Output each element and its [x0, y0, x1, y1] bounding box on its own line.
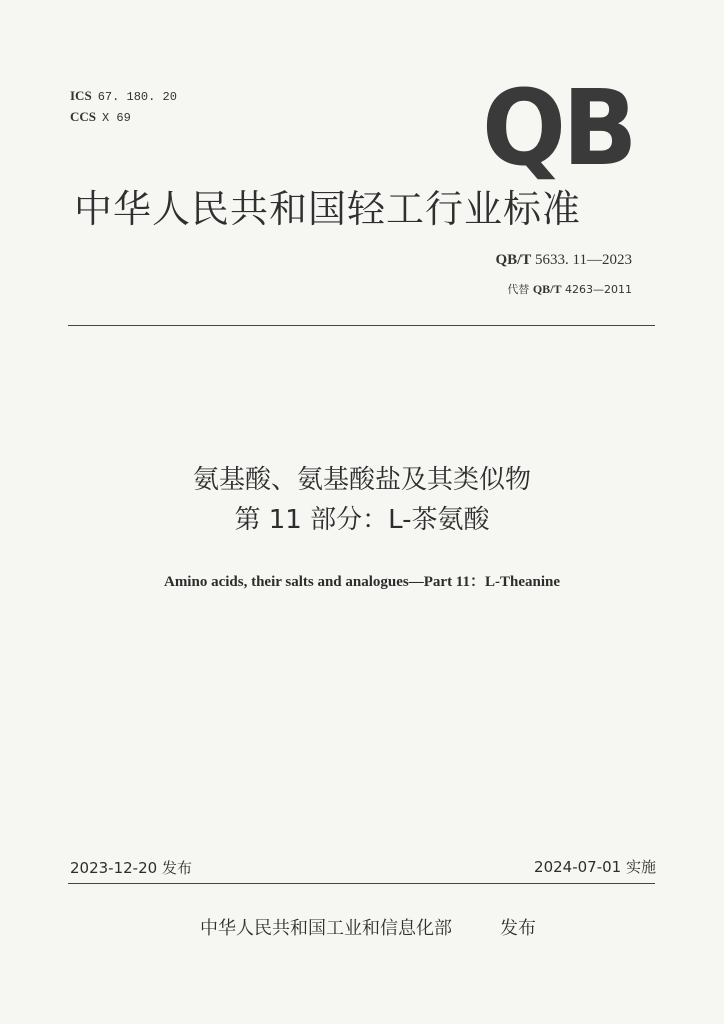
- ics-value: 67. 180. 20: [97, 90, 177, 104]
- top-divider: [68, 325, 655, 326]
- chinese-title-line-2: 第 11 部分：L-茶氨酸: [234, 505, 490, 535]
- replaces-label: 代替: [507, 283, 530, 296]
- chinese-title-line-1: 氨基酸、氨基酸盐及其类似物: [192, 465, 531, 495]
- publish-action: 发布: [500, 918, 536, 939]
- qb-logo: QB: [482, 67, 634, 189]
- standard-number-value: 5633. 11—2023: [535, 252, 632, 268]
- replaces-line: [507, 281, 632, 297]
- bottom-divider: [68, 883, 655, 884]
- standard-prefix: QB/T: [495, 252, 532, 268]
- ccs-label: CCS: [70, 109, 97, 124]
- implementation-date: 2024-07-01 实施: [534, 858, 656, 876]
- ccs-line: [70, 107, 177, 128]
- publisher-name: 中华人民共和国工业和信息化部: [200, 918, 452, 939]
- issue-date: 2023-12-20 发布: [70, 859, 192, 877]
- replaces-prefix: QB/T: [532, 282, 562, 296]
- ics-label: ICS: [70, 88, 92, 103]
- standard-number: [495, 252, 632, 269]
- main-title: 中华人民共和国轻工行业标准: [74, 187, 582, 231]
- ics-line: [70, 86, 177, 107]
- english-title: Amino acids, their salts and analogues—Part 11：L-Theanine: [163, 574, 560, 590]
- replaces-number: 4263—2011: [565, 283, 632, 296]
- classification-codes: [70, 86, 177, 128]
- ccs-value: X 69: [102, 111, 131, 125]
